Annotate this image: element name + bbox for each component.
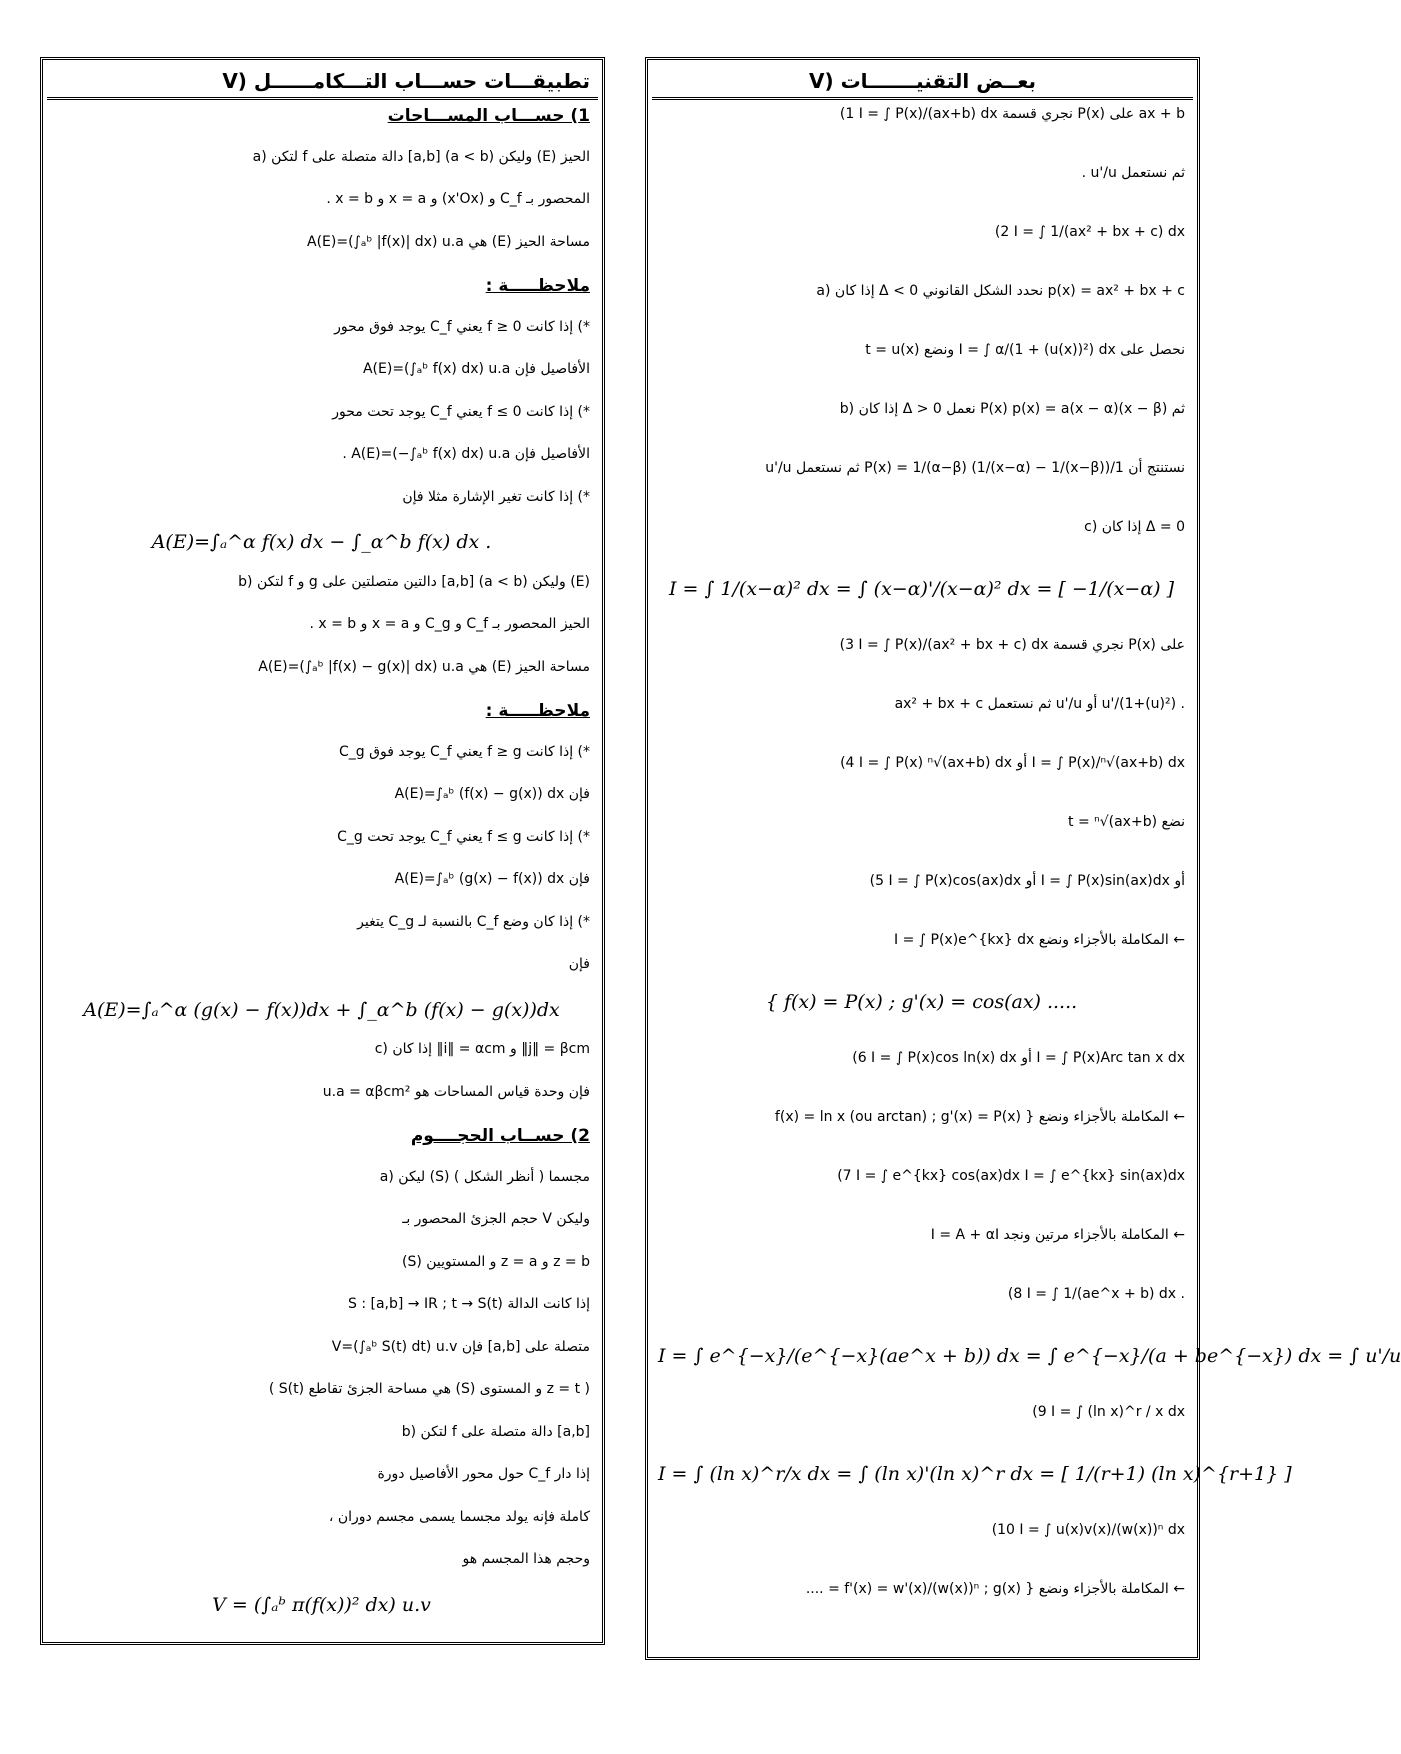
left-line: V = (∫ₐᵇ π(f(x))² dx) u.v — [212, 1593, 431, 1616]
left-column — [40, 57, 605, 1645]
right-line: ثم نستعمل u'/u . — [1081, 165, 1185, 181]
left-line: *) إذا كان وضع C_f بالنسبة لـ C_g يتغير — [357, 913, 590, 930]
right-line: (8 I = ∫ 1/(ae^x + b) dx . — [1007, 1286, 1185, 1302]
left-line: b) لتكن f دالة متصلة على [a,b] — [401, 1423, 590, 1440]
left-line: ( S(t) هي مساحة الجزئ تقاطع (S) و المستوى z = t ) — [268, 1381, 590, 1397]
left-line: وليكن V حجم الجزئ المحصور بـ — [402, 1211, 590, 1227]
left-column-body — [49, 106, 596, 1636]
right-column-body — [654, 106, 1401, 1651]
right-line: (1 I = ∫ P(x)/(ax+b) dx نجري قسمة P(x) على ax + b — [839, 106, 1185, 122]
right-line: (4 I = ∫ P(x) ⁿ√(ax+b) dx أو I = ∫ P(x)/ⁿ√(ax+b) dx — [840, 755, 1185, 771]
left-line: ملاحظـــــة : — [485, 701, 590, 721]
right-line: (10 I = ∫ u(x)v(x)/(w(x))ⁿ dx — [991, 1522, 1185, 1538]
right-line: c) إذا كان Δ = 0 — [1084, 519, 1185, 535]
right-line: نستنتج أن 1/P(x) = 1/(α−β) (1/(x−α) − 1/(x−β)) ثم نستعمل u'/u — [765, 460, 1185, 476]
right-line: a) إذا كان Δ < 0 نحدد الشكل القانوني p(x) = ax² + bx + c — [816, 283, 1185, 299]
left-line: a) ليكن (S) مجسما ( أنظر الشكل ) — [379, 1168, 590, 1185]
left-line: 1) حســـاب المســـاحات — [387, 106, 590, 126]
left-line: a) لتكن f دالة متصلة على [a,b] (a < b) وليكن (E) الحيز — [252, 148, 590, 165]
left-line: *) إذا كانت f ≥ 0 يعني C_f يوجد فوق محور — [334, 318, 590, 335]
left-line: *) إذا كانت تغير الإشارة مثلا فإن — [402, 488, 590, 505]
left-line: فإن — [568, 956, 590, 972]
right-line: I = ∫ 1/(x−α)² dx = ∫ (x−α)'/(x−α)² dx = [ −1/(x−α) ] — [668, 578, 1175, 600]
left-line: الحيز المحصور بـ C_f و C_g و x = a و x = b . — [309, 616, 590, 632]
right-line: نضع t = ⁿ√(ax+b) — [1068, 814, 1185, 830]
left-line: الأفاصيل فإن A(E)=(−∫ₐᵇ f(x) dx) u.a . — [342, 446, 590, 462]
left-line: c) إذا كان ‖i‖ = αcm و ‖j‖ = βcm — [374, 1041, 590, 1057]
right-line: نحصل على I = ∫ α/(1 + (u(x))²) dx ونضع t = u(x) — [865, 342, 1185, 358]
right-column-title: V) بعــض التقنيـــــــات — [652, 64, 1193, 100]
left-line: إذا دار C_f حول محور الأفاصيل دورة — [377, 1466, 590, 1482]
right-line: ax² + bx + c ثم نستعمل u'/u أو u'/(1+(u)²) . — [894, 696, 1185, 712]
left-line: متصلة على [a,b] فإن V=(∫ₐᵇ S(t) dt) u.v — [331, 1338, 590, 1355]
left-line: مساحة الحيز (E) هي A(E)=(∫ₐᵇ |f(x)| dx) u.a — [307, 233, 590, 250]
right-line: (6 I = ∫ P(x)cos ln(x) dx أو I = ∫ P(x)Arc tan x dx — [852, 1050, 1185, 1066]
left-line: كاملة فإنه يولد مجسما يسمى مجسم دوران ، — [328, 1508, 590, 1525]
left-line: الأفاصيل فإن A(E)=(∫ₐᵇ f(x) dx) u.a — [362, 361, 590, 377]
right-line: (7 I = ∫ e^{kx} cos(ax)dx I = ∫ e^{kx} sin(ax)dx — [837, 1168, 1185, 1184]
right-line: { f(x) = P(x) ; g'(x) = cos(ax) ..... — [765, 991, 1078, 1013]
left-line: A(E)=∫ₐ^α f(x) dx − ∫_α^b f(x) dx . — [151, 531, 492, 553]
left-line: إذا كانت الدالة S : [a,b] → IR ; t → S(t) — [348, 1296, 590, 1312]
left-line: *) إذا كانت f ≤ g يعني C_f يوجد تحت C_g — [337, 828, 590, 845]
right-line: ← المكاملة بالأجزاء مرتين ونجد I = A + αI — [930, 1227, 1185, 1243]
right-line: (5 I = ∫ P(x)cos(ax)dx أو I = ∫ P(x)sin(ax)dx أو — [869, 873, 1185, 889]
right-column — [645, 57, 1401, 1660]
right-line: (9 I = ∫ (ln x)^r / x dx — [1032, 1404, 1185, 1420]
left-line: وحجم هذا المجسم هو — [462, 1551, 590, 1567]
left-line: *) إذا كانت f ≥ g يعني C_f يوجد فوق C_g — [339, 743, 590, 760]
right-line: (3 I = ∫ P(x)/(ax² + bx + c) dx نجري قسمة P(x) على — [839, 637, 1185, 653]
right-line: b) إذا كان Δ > 0 نعمل P(x) p(x) = a(x − α)(x − β) ثم — [839, 401, 1185, 417]
right-line: I = ∫ (ln x)^r/x dx = ∫ (ln x)'(ln x)^r dx = [ 1/(r+1) (ln x)^{r+1} ] — [658, 1463, 1292, 1485]
left-line: فإن A(E)=∫ₐᵇ (f(x) − g(x)) dx — [394, 786, 590, 802]
right-line: ← المكاملة بالأجزاء ونضع { f'(x) = w'(x)/(w(x))ⁿ ; g(x) = .... — [805, 1581, 1185, 1597]
left-line: فإن A(E)=∫ₐᵇ (g(x) − f(x)) dx — [394, 871, 590, 887]
left-line: مساحة الحيز (E) هي A(E)=(∫ₐᵇ |f(x) − g(x)| dx) u.a — [258, 658, 590, 675]
left-line: فإن وحدة قياس المساحات هو u.a = αβcm² — [322, 1083, 590, 1100]
left-line: ملاحظـــــة : — [485, 276, 590, 296]
left-line: المحصور بـ C_f و (x'Ox) و x = a و x = b . — [326, 191, 590, 207]
left-line: A(E)=∫ₐ^α (g(x) − f(x))dx + ∫_α^b (f(x) − g(x))dx — [83, 998, 560, 1021]
left-line: (S) و المستويين z = a و z = b — [401, 1253, 590, 1270]
left-line: *) إذا كانت f ≤ 0 يعني C_f يوجد تحت محور — [332, 403, 590, 420]
right-line: I = ∫ e^{−x}/(e^{−x}(ae^x + b)) dx = ∫ e^{−x}/(a + be^{−x}) dx = ∫ u'/u — [658, 1345, 1401, 1367]
left-column-title: V) تطبيقـــات حســـاب التـــكامــــــل — [47, 64, 598, 100]
right-line: ← المكاملة بالأجزاء ونضع { f(x) = ln x (ou arctan) ; g'(x) = P(x) — [774, 1109, 1185, 1125]
left-line: 2) حســاب الحجــــوم — [410, 1126, 590, 1146]
right-line: (2 I = ∫ 1/(ax² + bx + c) dx — [994, 224, 1185, 240]
right-line: ← المكاملة بالأجزاء ونضع I = ∫ P(x)e^{kx} dx — [894, 932, 1185, 948]
left-line: b) لتكن f و g دالتين متصلتين على [a,b] (a < b) وليكن (E) — [238, 573, 590, 590]
